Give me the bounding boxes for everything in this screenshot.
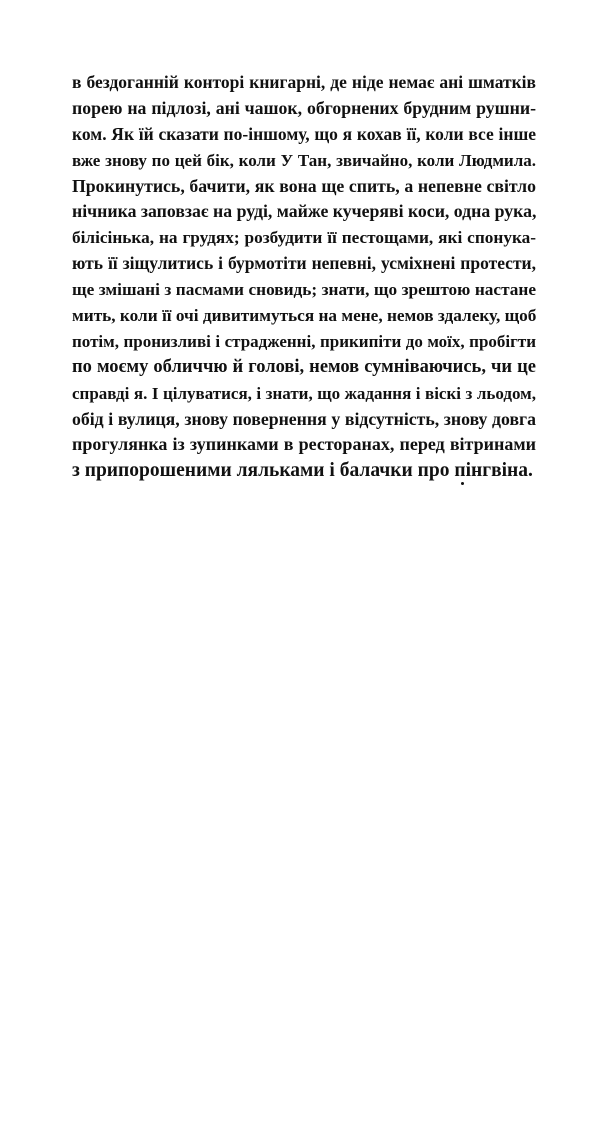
text-line-8: ють її зіщулитись і бурмотіти непевні, усміхнені протести, [72,253,536,274]
text-line-13: справді я. І цілуватися, і знати, що жадання і віскі з льодом, [72,383,536,403]
text-line-11: потім, пронизливі і страдженні, прикипіти до моїх, пробігти [72,331,536,351]
text-line-1: в бездоганній конторі книгарні, де ніде немає ані шматків [72,72,536,92]
text-line-15: прогулянка із зупинками в ресторанах, перед вітринами [72,434,536,455]
text-line-12: по моєму обличчю й голові, немов сумніваючись, чи це [72,356,536,377]
text-line-10: мить, коли її очі дивитимуться на мене, немов здалеку, щоб [72,306,537,326]
body-text [72,70,536,484]
scan-speck [461,482,464,485]
text-line-6: нічника заповзає на руді, майже кучеряві коси, одна рука, [72,201,537,222]
text-line-4: вже знову по цей бік, коли У Тан, звичайно, коли Людмила. [72,150,536,170]
text-line-5: Прокинутись, бачити, як вона ще спить, а непевне світло [72,175,536,196]
text-line-7: білісінька, на грудях; розбудити її пестощами, які спонука- [72,228,536,248]
text-line-3: ком. Як їй сказати по-іншому, що я кохав її, коли все інше [72,123,536,144]
text-line-2: порею на підлозі, ані чашок, обгорнених брудним рушни- [72,97,536,118]
text-line-9: ще змішані з пасмами сновидь; знати, що зрештою настане [72,280,536,300]
text-line-16: з припорошеними ляльками і балачки про пінгвіна. [72,460,533,482]
text-line-14: обід і вулиця, знову повернення у відсутність, знову довга [72,408,536,429]
